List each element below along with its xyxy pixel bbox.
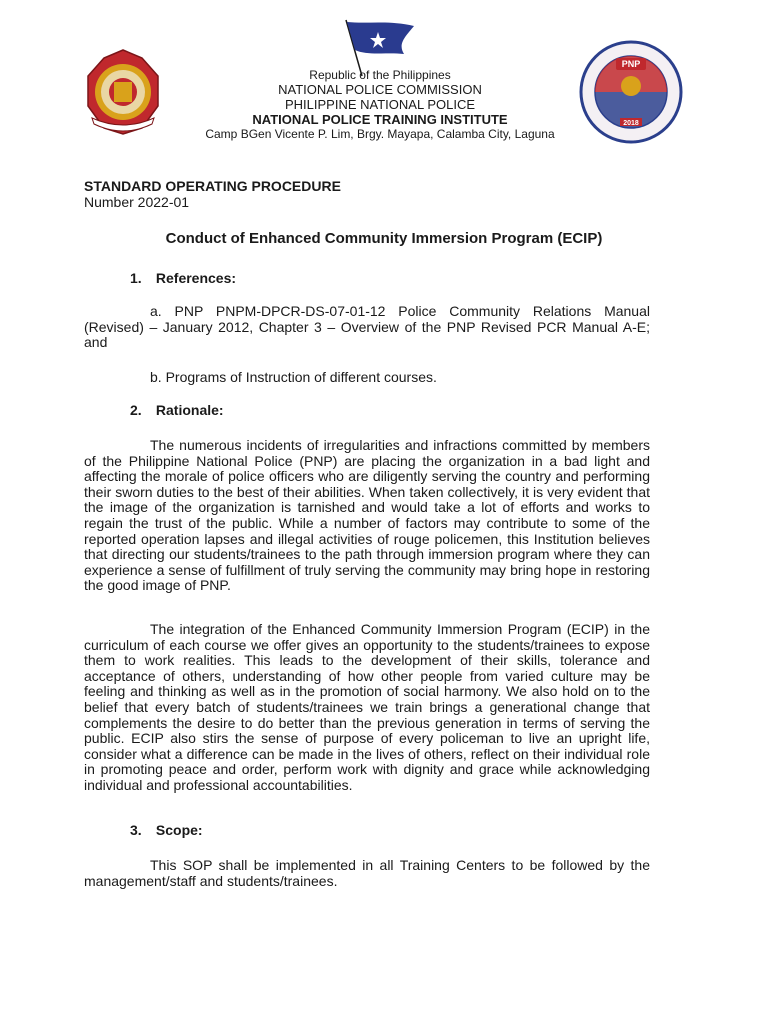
section-heading: References:	[155, 270, 237, 286]
header-address: Camp BGen Vicente P. Lim, Brgy. Mayapa, Calamba City, Laguna	[205, 127, 555, 141]
section-number: 3.	[130, 822, 142, 838]
section-references-heading	[130, 270, 236, 286]
section-number: 1.	[130, 270, 142, 286]
header-republic: Republic of the Philippines	[309, 68, 451, 82]
header-npti: NATIONAL POLICE TRAINING INSTITUTE	[252, 112, 508, 127]
npti-seal-icon	[572, 40, 690, 144]
svg-text:PNP: PNP	[621, 59, 641, 69]
rationale-paragraph-1: The numerous incidents of irregularities and infractions committed by members of the Philippine National Police (PNP) are placing the organization in a bad light and affecting the morale of police officers who are diligently serving the country and performing their sworn duties to the best of their abilities. When taken collectively, it is very evident that the image of the organization is tarnished and would take a lot of efforts and works to regain the trust of the public. While a number of factors may contribute to some of the reported operation lapses and illegal activities of rouge policemen, this Institution believes that directing our students/trainees to the path through immersion program where they can experience a sense of fulfillment of truly serving the community may bring hope in restoring the good image of PNP.	[84, 437, 650, 594]
sop-label: STANDARD OPERATING PROCEDURE	[84, 178, 341, 194]
scope-paragraph: This SOP shall be implemented in all Training Centers to be followed by the management/staff and students/trainees.	[84, 857, 650, 889]
sop-number: Number 2022-01	[84, 194, 190, 210]
rationale-paragraph-2: The integration of the Enhanced Community Immersion Program (ECIP) in the curriculum of each course we offer gives an opportunity to the students/trainees to expose them to work realities. This leads to the development of their skills, tolerance and acceptance of others, understanding of how other people from varied culture may be feeling and thinking as well as in the promotion of social harmony. We also hold on to the belief that every batch of students/trainees we train brings a generational change that complements the desire to do better than the previous generation in terms of serving the public. ECIP also stirs the sense of purpose of every policeman to live an upright life, consider what a difference can be made in the lives of others, reflect on their individual role in promoting peace and order, perform work with dignity and grace while acknowledging individual and professional accountabilities.	[84, 621, 650, 793]
section-scope-heading	[130, 822, 203, 838]
reference-item-b: b. Programs of Instruction of different courses.	[150, 369, 437, 385]
header-napolcom: NATIONAL POLICE COMMISSION	[278, 82, 482, 97]
pnp-seal-icon	[84, 48, 162, 136]
section-number: 2.	[130, 402, 142, 418]
document-title: Conduct of Enhanced Community Immersion Program (ECIP)	[165, 230, 603, 247]
section-rationale-heading	[130, 402, 224, 418]
section-heading: Scope:	[155, 822, 203, 838]
section-heading: Rationale:	[155, 402, 224, 418]
header-pnp: PHILIPPINE NATIONAL POLICE	[285, 97, 475, 112]
svg-text:2018: 2018	[623, 120, 639, 127]
reference-item-a: a. PNP PNPM-DPCR-DS-07-01-12 Police Community Relations Manual (Revised) – January 2012, Chapter 3 – Overview of the PNP Revised PCR Manual A-E; and	[84, 303, 650, 351]
